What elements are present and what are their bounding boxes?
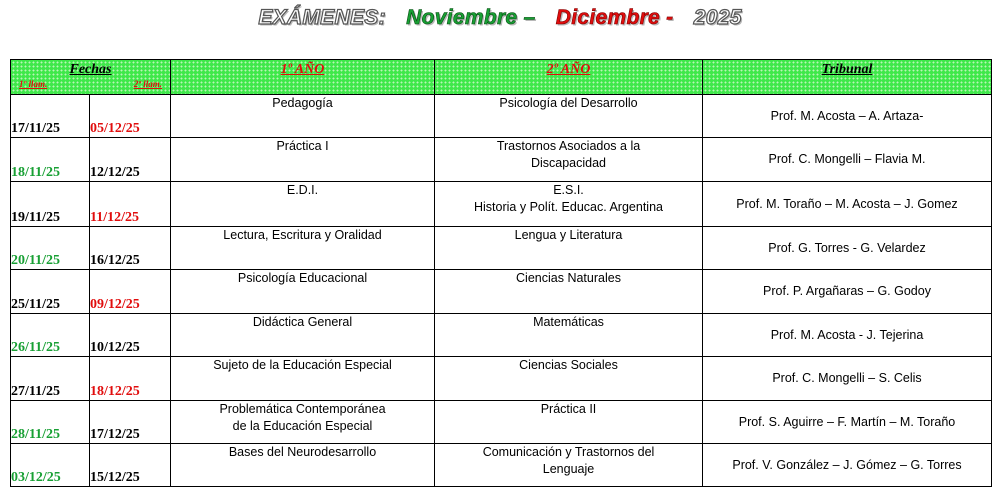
subject-anio-2-line: E.S.I. bbox=[553, 183, 584, 197]
date-llamado-2: 17/12/25 bbox=[90, 401, 171, 444]
date-llamado-1: 28/11/25 bbox=[11, 401, 90, 444]
page-title bbox=[0, 6, 1000, 30]
table-header-row bbox=[11, 60, 992, 95]
subject-anio-2 bbox=[435, 357, 703, 401]
header-llamado-1: 1º llam. bbox=[19, 79, 48, 89]
date-llamado-2: 10/12/25 bbox=[90, 314, 171, 357]
subject-anio-1-line: Didáctica General bbox=[252, 315, 353, 329]
date-llamado-2: 18/12/25 bbox=[90, 357, 171, 401]
subject-anio-2-line: Psicología del Desarrollo bbox=[499, 96, 638, 110]
table-row bbox=[11, 95, 992, 138]
date-llamado-1: 19/11/25 bbox=[11, 182, 90, 227]
date-llamado-1: 25/11/25 bbox=[11, 270, 90, 314]
subject-anio-1-line: Psicología Educacional bbox=[237, 271, 368, 285]
exam-schedule-table bbox=[10, 59, 992, 487]
date-llamado-1: 17/11/25 bbox=[11, 95, 90, 138]
title-diciembre: Diciembre - bbox=[555, 6, 674, 29]
tribunal-members: Prof. C. Mongelli – Flavia M. bbox=[703, 138, 992, 182]
tribunal-members: Prof. M. Toraño – M. Acosta – J. Gomez bbox=[703, 182, 992, 227]
subject-anio-2-line: Comunicación y Trastornos del bbox=[482, 445, 655, 459]
subject-anio-1-line: Práctica I bbox=[276, 139, 329, 153]
subject-anio-2 bbox=[435, 95, 703, 138]
subject-anio-2-line: Práctica II bbox=[540, 402, 597, 416]
subject-anio-1-line: Lectura, Escritura y Oralidad bbox=[223, 228, 382, 242]
table-row bbox=[11, 357, 992, 401]
subject-anio-1 bbox=[171, 444, 435, 487]
header-anio-2-label: 2º AÑO bbox=[546, 62, 591, 77]
table-row bbox=[11, 314, 992, 357]
tribunal-members: Prof. V. González – J. Gómez – G. Torres bbox=[703, 444, 992, 487]
header-fechas bbox=[11, 60, 171, 95]
table-row bbox=[11, 444, 992, 487]
header-anio-2 bbox=[435, 60, 703, 95]
subject-anio-1-line: Sujeto de la Educación Especial bbox=[213, 358, 392, 372]
subject-anio-1 bbox=[171, 182, 435, 227]
table-row bbox=[11, 401, 992, 444]
subject-anio-2 bbox=[435, 314, 703, 357]
header-llamado-2: 2º llam. bbox=[133, 79, 162, 89]
subject-anio-1-line: de la Educación Especial bbox=[232, 419, 373, 433]
date-llamado-2: 15/12/25 bbox=[90, 444, 171, 487]
subject-anio-2-line: Historia y Polít. Educac. Argentina bbox=[474, 200, 663, 214]
date-llamado-1: 20/11/25 bbox=[11, 227, 90, 270]
tribunal-members: Prof. M. Acosta - J. Tejerina bbox=[703, 314, 992, 357]
date-llamado-2: 09/12/25 bbox=[90, 270, 171, 314]
subject-anio-2-line: Discapacidad bbox=[530, 156, 607, 170]
date-llamado-1: 18/11/25 bbox=[11, 138, 90, 182]
title-noviembre: Noviembre – bbox=[406, 6, 536, 29]
date-llamado-1: 26/11/25 bbox=[11, 314, 90, 357]
tribunal-members: Prof. S. Aguirre – F. Martín – M. Toraño bbox=[703, 401, 992, 444]
subject-anio-2 bbox=[435, 138, 703, 182]
tribunal-members: Prof. G. Torres - G. Velardez bbox=[703, 227, 992, 270]
title-examenes: EXÁMENES: bbox=[258, 6, 386, 29]
subject-anio-1-line: E.D.I. bbox=[286, 183, 319, 197]
subject-anio-2 bbox=[435, 444, 703, 487]
subject-anio-1 bbox=[171, 95, 435, 138]
subject-anio-2-line: Ciencias Naturales bbox=[516, 271, 621, 285]
subject-anio-2 bbox=[435, 401, 703, 444]
subject-anio-2-line: Ciencias Sociales bbox=[519, 358, 618, 372]
subject-anio-2-line: Lenguaje bbox=[542, 462, 595, 476]
subject-anio-1 bbox=[171, 270, 435, 314]
date-llamado-2: 11/12/25 bbox=[90, 182, 171, 227]
tribunal-members: Prof. C. Mongelli – S. Celis bbox=[703, 357, 992, 401]
subject-anio-2-line: Lengua y Literatura bbox=[514, 228, 623, 242]
subject-anio-1-line: Bases del Neurodesarrollo bbox=[228, 445, 377, 459]
date-llamado-2: 05/12/25 bbox=[90, 95, 171, 138]
subject-anio-1-line: Problemática Contemporánea bbox=[219, 402, 386, 416]
subject-anio-2-line: Trastornos Asociados a la bbox=[496, 139, 641, 153]
header-fechas-label: Fechas bbox=[69, 62, 112, 77]
subject-anio-2 bbox=[435, 182, 703, 227]
subject-anio-1 bbox=[171, 401, 435, 444]
subject-anio-1-line: Pedagogía bbox=[272, 96, 333, 110]
table-row bbox=[11, 182, 992, 227]
header-tribunal-label: Tribunal bbox=[821, 62, 873, 77]
table-row bbox=[11, 227, 992, 270]
date-llamado-1: 03/12/25 bbox=[11, 444, 90, 487]
subject-anio-1 bbox=[171, 357, 435, 401]
subject-anio-1 bbox=[171, 227, 435, 270]
table-row bbox=[11, 270, 992, 314]
subject-anio-1 bbox=[171, 314, 435, 357]
subject-anio-2 bbox=[435, 227, 703, 270]
title-year: 2025 bbox=[693, 6, 742, 29]
header-tribunal bbox=[703, 60, 992, 95]
date-llamado-2: 12/12/25 bbox=[90, 138, 171, 182]
table-row bbox=[11, 138, 992, 182]
date-llamado-1: 27/11/25 bbox=[11, 357, 90, 401]
subject-anio-1 bbox=[171, 138, 435, 182]
date-llamado-2: 16/12/25 bbox=[90, 227, 171, 270]
header-anio-1 bbox=[171, 60, 435, 95]
tribunal-members: Prof. M. Acosta – A. Artaza- bbox=[703, 95, 992, 138]
tribunal-members: Prof. P. Argañaras – G. Godoy bbox=[703, 270, 992, 314]
header-anio-1-label: 1º AÑO bbox=[280, 62, 325, 77]
subject-anio-2-line: Matemáticas bbox=[533, 315, 604, 329]
subject-anio-2 bbox=[435, 270, 703, 314]
